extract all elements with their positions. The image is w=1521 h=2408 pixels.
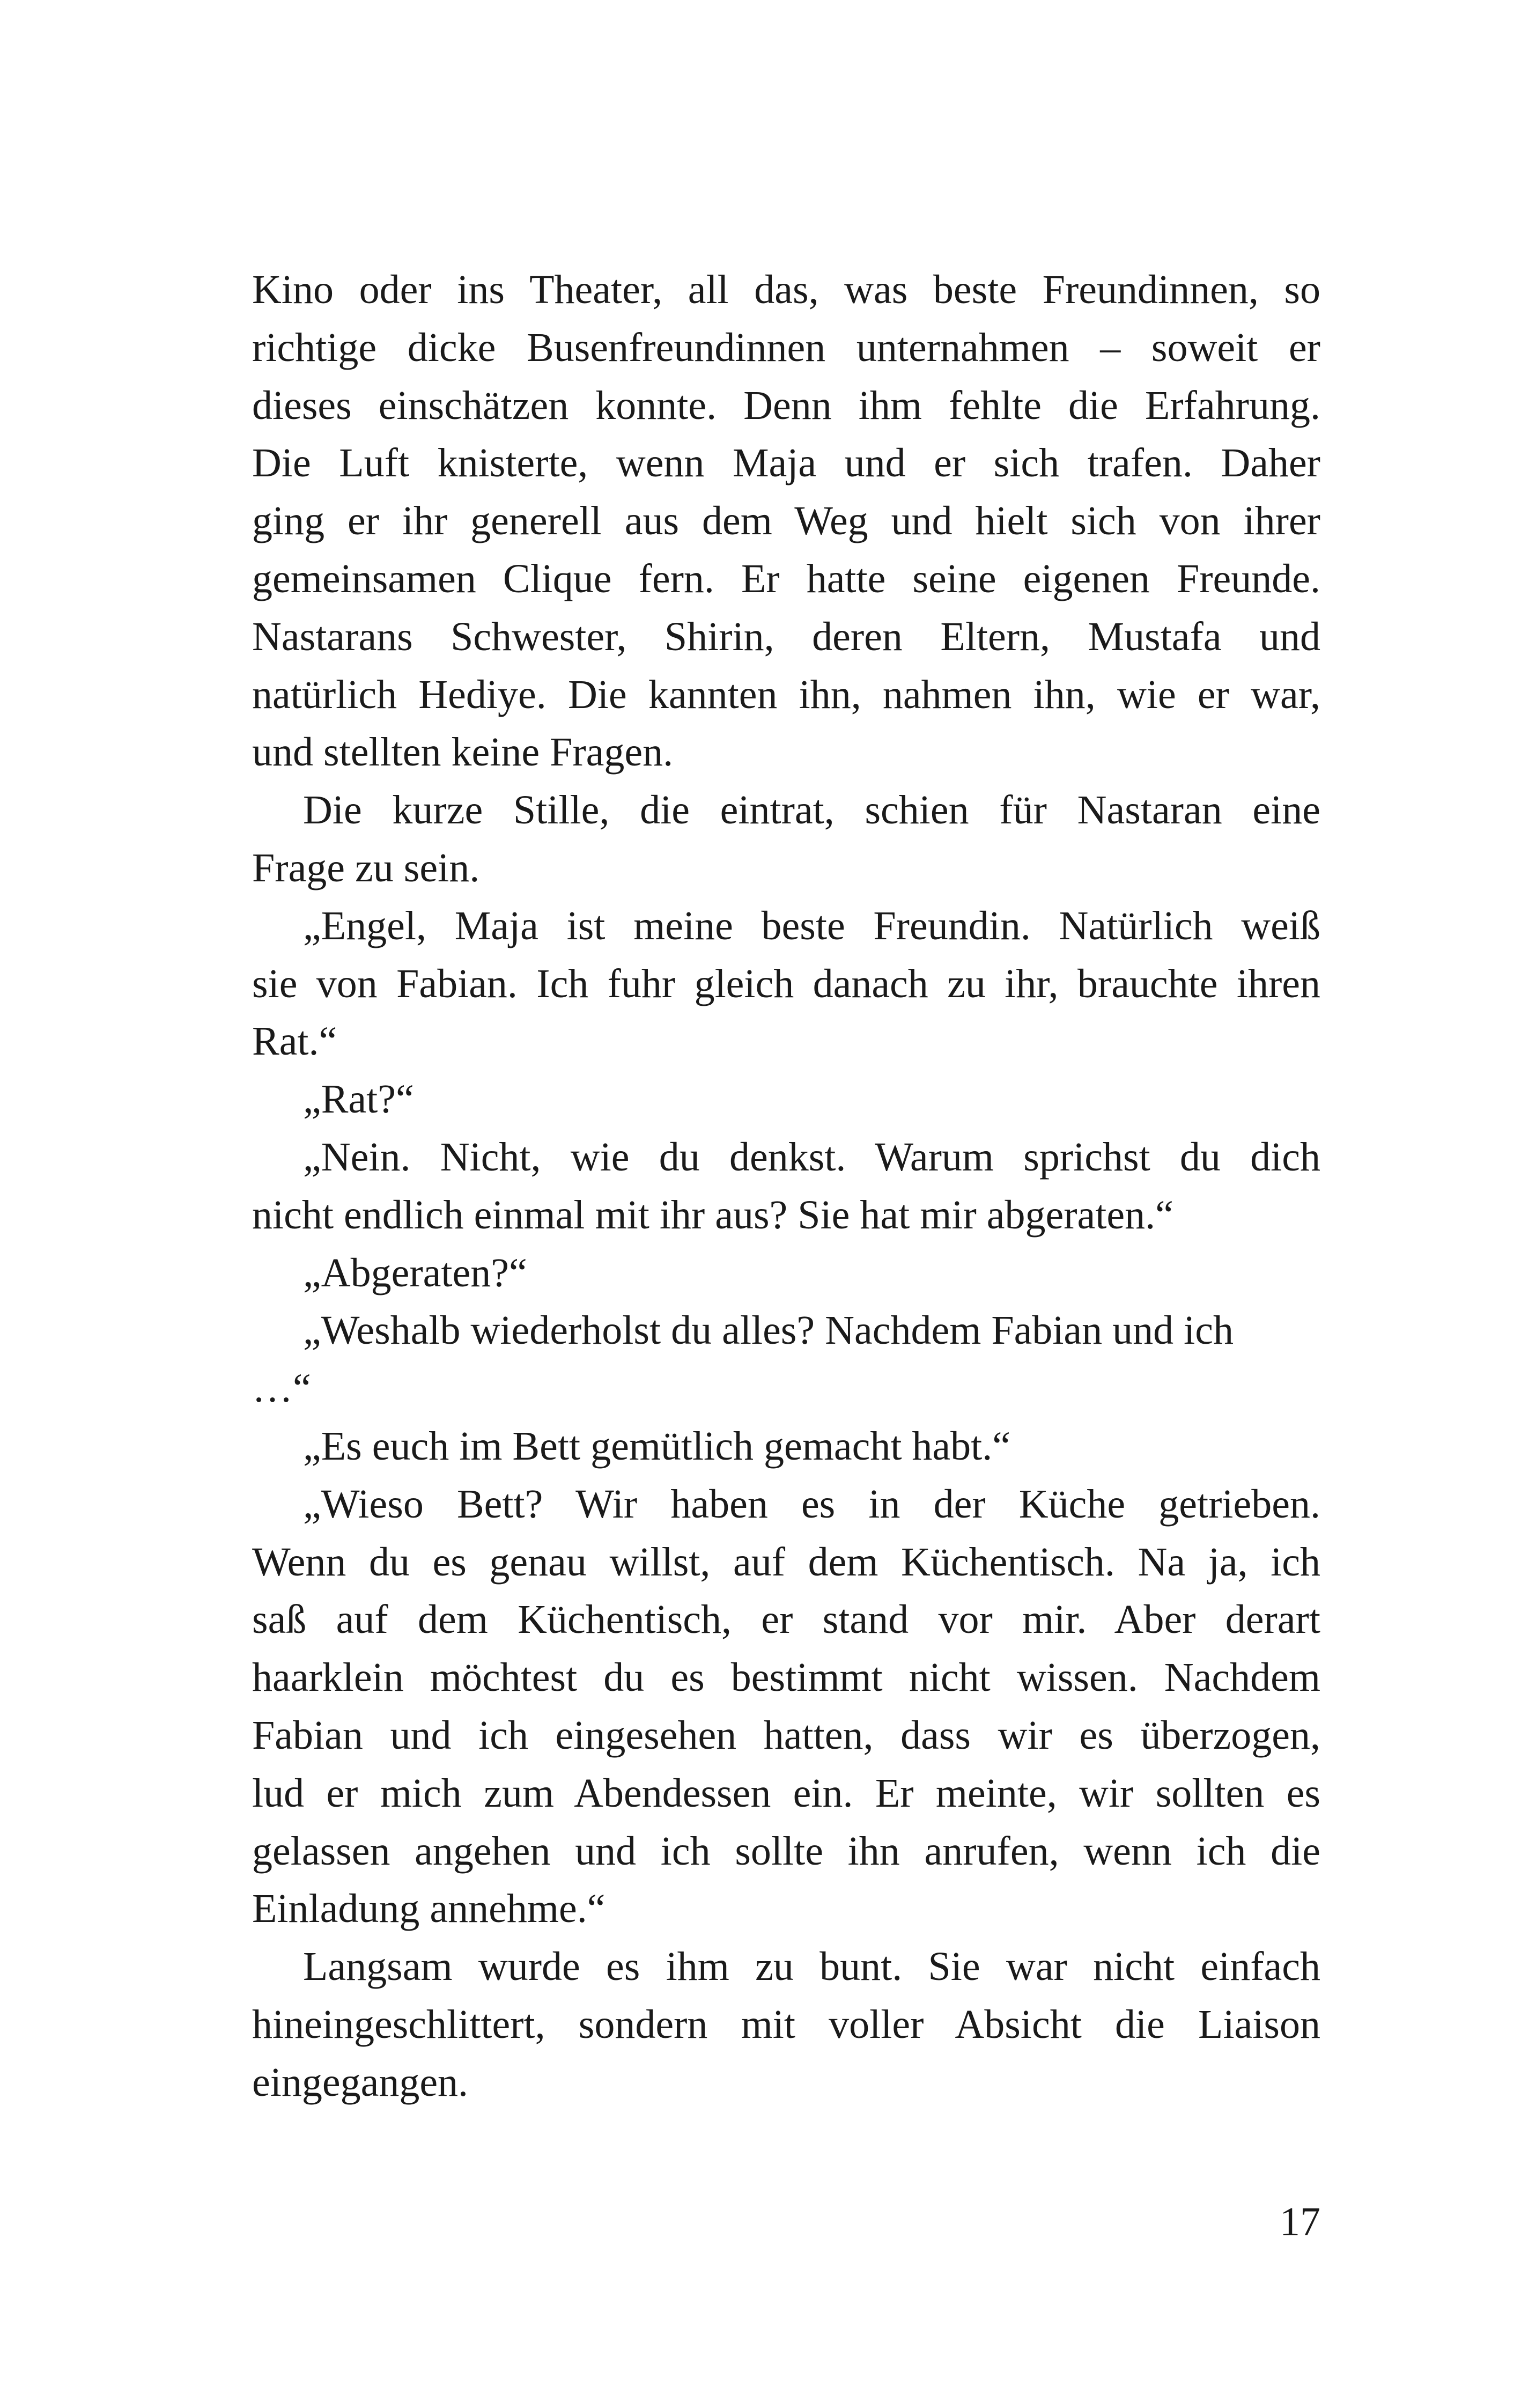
text-line: „Es euch im Bett gemütlich gemacht habt.“	[303, 1423, 1011, 1469]
text-line: „Nein. Nicht, wie du denkst. Warum sprichst du dich	[303, 1134, 1320, 1180]
text-line: Die kurze Stille, die eintrat, schien für Nastaran eine	[303, 787, 1320, 833]
text-line: Die Luft knisterte, wenn Maja und er sich trafen. Daher	[252, 440, 1320, 486]
text-line: „Engel, Maja ist meine beste Freundin. Natürlich weiß	[303, 903, 1320, 948]
text-line: nicht endlich einmal mit ihr aus? Sie hat mir abgeraten.“	[252, 1192, 1173, 1238]
text-line: sie von Fabian. Ich fuhr gleich danach zu ihr, brauchte ihren	[252, 961, 1320, 1006]
text-line: ging er ihr generell aus dem Weg und hielt sich von ihrer	[252, 498, 1320, 544]
page-number: 17	[1280, 2199, 1320, 2244]
text-line: „Weshalb wiederholst du alles? Nachdem Fabian und ich	[303, 1308, 1234, 1353]
text-line: haarklein möchtest du es bestimmt nicht wissen. Nachdem	[252, 1655, 1320, 1700]
text-line: natürlich Hediye. Die kannten ihn, nahmen ihn, wie er war,	[252, 672, 1320, 717]
body-text	[252, 261, 1320, 2112]
text-line: Langsam wurde es ihm zu bunt. Sie war nicht einfach	[303, 1944, 1320, 1990]
text-line: „Wieso Bett? Wir haben es in der Küche getrieben.	[303, 1481, 1320, 1527]
text-line: …“	[252, 1366, 311, 1411]
text-line: Kino oder ins Theater, all das, was beste Freundinnen, so	[252, 267, 1320, 312]
text-line: „Rat?“	[303, 1077, 414, 1122]
text-line: und stellten keine Fragen.	[252, 730, 674, 775]
text-line: gemeinsamen Clique fern. Er hatte seine eigenen Freunde.	[252, 556, 1320, 601]
text-line: Rat.“	[252, 1019, 337, 1064]
text-line: Nastarans Schwester, Shirin, deren Eltern, Mustafa und	[252, 614, 1320, 659]
text-line: Frage zu sein.	[252, 845, 480, 890]
text-line: richtige dicke Busenfreundinnen unternahmen – soweit er	[252, 325, 1320, 370]
text-line: gelassen angehen und ich sollte ihn anrufen, wenn ich die	[252, 1828, 1320, 1874]
text-line: Wenn du es genau willst, auf dem Küchentisch. Na ja, ich	[252, 1539, 1320, 1585]
text-line: eingegangen.	[252, 2059, 469, 2105]
text-line: Fabian und ich eingesehen hatten, dass wir es überzogen,	[252, 1712, 1320, 1758]
text-line: dieses einschätzen konnte. Denn ihm fehlte die Erfahrung.	[252, 382, 1320, 428]
text-line: lud er mich zum Abendessen ein. Er meinte, wir sollten es	[252, 1770, 1320, 1816]
text-line: Einladung annehme.“	[252, 1886, 606, 1932]
text-line: „Abgeraten?“	[303, 1250, 527, 1295]
text-line: saß auf dem Küchentisch, er stand vor mir. Aber derart	[252, 1597, 1320, 1643]
text-line: hineingeschlittert, sondern mit voller Absicht die Liaison	[252, 2001, 1320, 2047]
